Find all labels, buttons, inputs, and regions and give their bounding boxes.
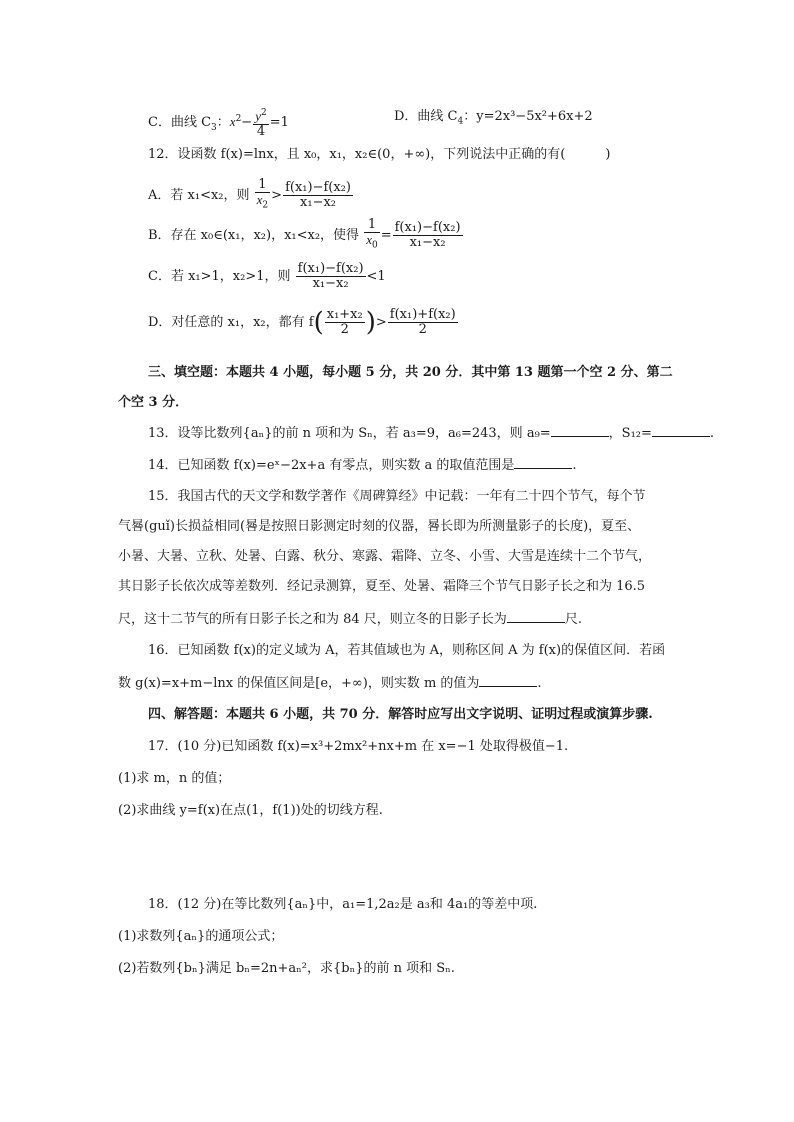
section-3-heading: 三、填空题：本题共 4 小题，每小题 5 分，共 20 分．其中第 13 题第一个空 2 分、第二 bbox=[148, 365, 673, 380]
q15-line-4: 其日影子长依次成等差数列．经记录测算，夏至、处暑、霜降三个节气日影子长之和为 16.5 bbox=[118, 579, 646, 594]
section-3-heading-cont: 个空 3 分． bbox=[118, 395, 189, 410]
q18-part-2: (2)若数列{bₙ}满足 bₙ=2n+aₙ²，求{bₙ}的前 n 项和 Sₙ. bbox=[118, 961, 455, 976]
q12-stem: 12．设函数 f(x)=lnx，且 x₀，x₁，x₂∈(0，+∞)，下列说法中正确的有( ) bbox=[148, 147, 611, 162]
q15-line-3: 小暑、大暑、立秋、处暑、白露、秋分、寒露、霜降、立冬、小雪、大雪是连续十二个节气， bbox=[118, 549, 652, 564]
q16-blank[interactable] bbox=[479, 674, 537, 687]
q11-c-fraction: $\frac{y^2}{4}$ bbox=[255, 108, 267, 140]
q16-line-1: 16．已知函数 f(x)的定义域为 A，若其值域也为 A，则称区间 A 为 f(x)的保值区间．若函 bbox=[148, 643, 666, 658]
q12-option-a: A．若 x₁<x₂，则 $\frac{1}{x_2}$ > $\frac{\text{f(x₁)−f(x₂)}}{\text{x₁−x₂}}$ bbox=[148, 177, 351, 211]
q11-option-d: D．曲线 $C_4$：y=2x³−5x²+6x+2 bbox=[394, 109, 593, 127]
q18-part-1: (1)求数列{aₙ}的通项公式； bbox=[118, 929, 284, 944]
q14: 14．已知函数 f(x)=eˣ−2x+a 有零点，则实数 a 的取值范围是 . bbox=[148, 458, 577, 473]
q17-part-1: (1)求 m，n 的值； bbox=[118, 771, 231, 786]
q15-blank[interactable] bbox=[507, 610, 565, 623]
q15-line-2: 气晷(guǐ)长损益相同(晷是按照日影测定时刻的仪器，晷长即为所测量影子的长度)，夏至、 bbox=[118, 519, 641, 534]
q18-stem: 18．(12 分)在等比数列{aₙ}中，a₁=1,2a₂是 a₃和 4a₁的等差中项. bbox=[148, 897, 538, 912]
q16-line-2: 数 g(x)=x+m−lnx 的保值区间是[e，+∞)，则实数 m 的值为 . bbox=[118, 676, 542, 691]
q13: 13．设等比数列{aₙ}的前 n 项和为 Sₙ，若 a₃=9，a₆=243，则 a₉= ，S₁₂= . bbox=[148, 426, 715, 441]
q14-blank[interactable] bbox=[514, 456, 572, 469]
q17-stem: 17．(10 分)已知函数 f(x)=x³+2mx²+nx+m 在 x=−1 处取得极值−1. bbox=[148, 739, 569, 754]
q15-line-5: 尺，这十二节气的所有日影子长之和为 84 尺，则立冬的日影子长为 尺. bbox=[118, 612, 582, 627]
q12-option-b: B．存在 x₀∈(x₁，x₂)，x₁<x₂，使得 $\frac{1}{x_0}$ = $\frac{\text{f(x₁)−f(x₂)}}{\text{x₁−x₂}}$ bbox=[148, 217, 461, 251]
q12-option-c: C．若 x₁>1，x₂>1，则 $\frac{\text{f(x₁)−f(x₂)}}{\text{x₁−x₂}}$ <1 bbox=[148, 261, 386, 291]
q11-option-c: C．曲线 $C_3$：$x^2-$ $\frac{y^2}{4}$ =1 bbox=[148, 108, 289, 140]
q13-blank-1[interactable] bbox=[551, 424, 609, 437]
q17-part-2: (2)求曲线 y=f(x)在点(1，f(1))处的切线方程. bbox=[118, 803, 383, 818]
section-4-heading: 四、解答题：本题共 6 小题，共 70 分．解答时应写出文字说明、证明过程或演算步骤. bbox=[148, 707, 653, 722]
q13-blank-2[interactable] bbox=[652, 424, 710, 437]
q15-line-1: 15．我国古代的天文学和数学著作《周碑算经》中记载：一年有二十四个节气，每个节 bbox=[148, 489, 646, 504]
q12-option-d: D．对任意的 x₁，x₂，都有 f( $\frac{\text{x₁+x₂}}{2}$ )> $\frac{\text{f(x₁)+f(x₂)}}{2}$ bbox=[148, 307, 456, 338]
